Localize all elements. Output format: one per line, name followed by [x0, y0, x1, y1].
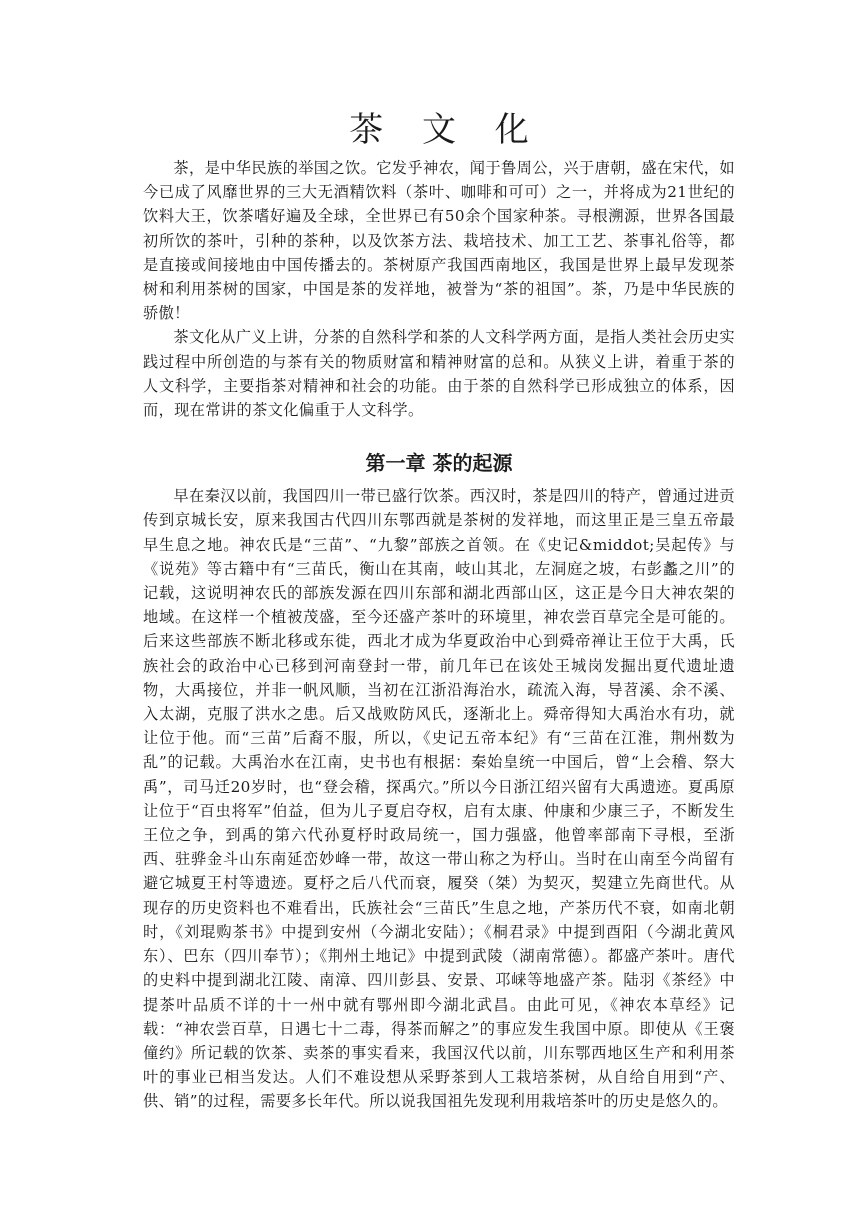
- document-page: [143, 108, 735, 1114]
- document-title: 茶 文 化: [349, 110, 543, 150]
- intro-paragraph-1: 茶，是中华民族的举国之饮。它发乎神农，闻于鲁周公，兴于唐朝，盛在宋代，如今已成了风靡世界的三大无酒精饮料（茶叶、咖啡和可可）之一，并将成为21世纪的饮料大王，饮茶嗜好遍及全球，全世界已有50余个国家种茶。寻根溯源，世界各国最初所饮的茶叶，引种的茶种，以及饮茶方法、栽培技术、加工工艺、茶事礼俗等，都是直接或间接地由中国传播去的。茶树原产我国西南地区，我国是世界上最早发现茶树和利用茶树的国家，中国是茶的发祥地，被誉为“茶的祖国”。茶，乃是中华民族的骄傲！: [143, 159, 735, 323]
- intro-paragraph-2: 茶文化从广义上讲，分茶的自然科学和茶的人文科学两方面，是指人类社会历史实践过程中所创造的与茶有关的物质财富和精神财富的总和。从狭义上讲，着重于茶的人文科学，主要指茶对精神和社会的功能。由于茶的自然科学已形成独立的体系，因而，现在常讲的茶文化偏重于人文科学。: [143, 328, 735, 420]
- chapter-title: 第一章 茶的起源: [365, 451, 513, 476]
- chapter-paragraph: 早在秦汉以前，我国四川一带已盛行饮茶。西汉时，茶是四川的特产，曾通过进贡传到京城长安，原来我国古代四川东鄂西就是茶树的发祥地，而这里正是三皇五帝最早生息之地。神农氏是“三苗”、“九黎”部族之首领。在《史记&middot;吴起传》与《说苑》等古籍中有“三苗氏，衡山在其南，岐山其北，左洞庭之坡，右彭蠡之川”的记载，这说明神农氏的部族发源在四川东部和湖北西部山区，这正是今日大神农架的地域。在这样一个植被茂盛，至今还盛产茶叶的环境里，神农尝百草完全是可能的。后来这些部族不断北移或东徙，西北才成为华夏政治中心到舜帝禅让王位于大禹，氏族社会的政治中心已移到河南登封一带，前几年已在该处王城岗发掘出夏代遗址遗物，大禹接位，并非一帆风顺，当初在江浙沿海治水，疏流入海，导苕溪、余不溪、入太湖，克服了洪水之患。后又战败防风氏，逐渐北上。舜帝得知大禹治水有功，就让位于他。而“三苗”后裔不服，所以，《史记五帝本纪》有“三苗在江淮，荆州数为乱”的记载。大禹治水在江南，史书也有根据：秦始皇统一中国后，曾“上会稽、祭大禹”，司马迁20岁时，也“登会稽，探禹穴。”所以今日浙江绍兴留有大禹遗迹。夏禹原让位于“百虫将军”伯益，但为儿子夏启夺权，启有太康、仲康和少康三子，不断发生王位之争，到禹的第六代孙夏杼时政局统一，国力强盛，他曾率部南下寻根，至浙西、驻骅金斗山东南延峦妙峰一带，故这一带山称之为杼山。当时在山南至今尚留有避它城夏王村等遗迹。夏杼之后八代而衰，履癸（桀）为契灭，契建立先商世代。从现存的历史资料也不难看出，氏族社会“三苗氏”生息之地，产茶历代不衰，如南北朝时，《刘琨购茶书》中提到安州（今湖北安陆）；《桐君录》中提到酉阳（今湖北黄风东）、巴东（四川奉节）；《荆州土地记》中提到武陵（湖南常德）。都盛产茶叶。唐代的史料中提到湖北江陵、南漳、四川彭县、安景、邛崃等地盛产茶。陆羽《茶经》中提茶叶品质不详的十一州中就有鄂州即今湖北武昌。由此可见，《神农本草经》记载：“神农尝百草，日遇七十二毒，得茶而解之”的事应发生我国中原。即使从《王褒僮约》所记载的饮茶、卖茶的事实看来，我国汉代以前，川东鄂西地区生产和利用茶叶的事业已相当发达。人们不难设想从采野茶到人工栽培茶树，从自给自用到“产、供、销”的过程，需要多长年代。所以说我国祖先发现利用栽培茶叶的历史是悠久的。: [143, 487, 735, 1111]
